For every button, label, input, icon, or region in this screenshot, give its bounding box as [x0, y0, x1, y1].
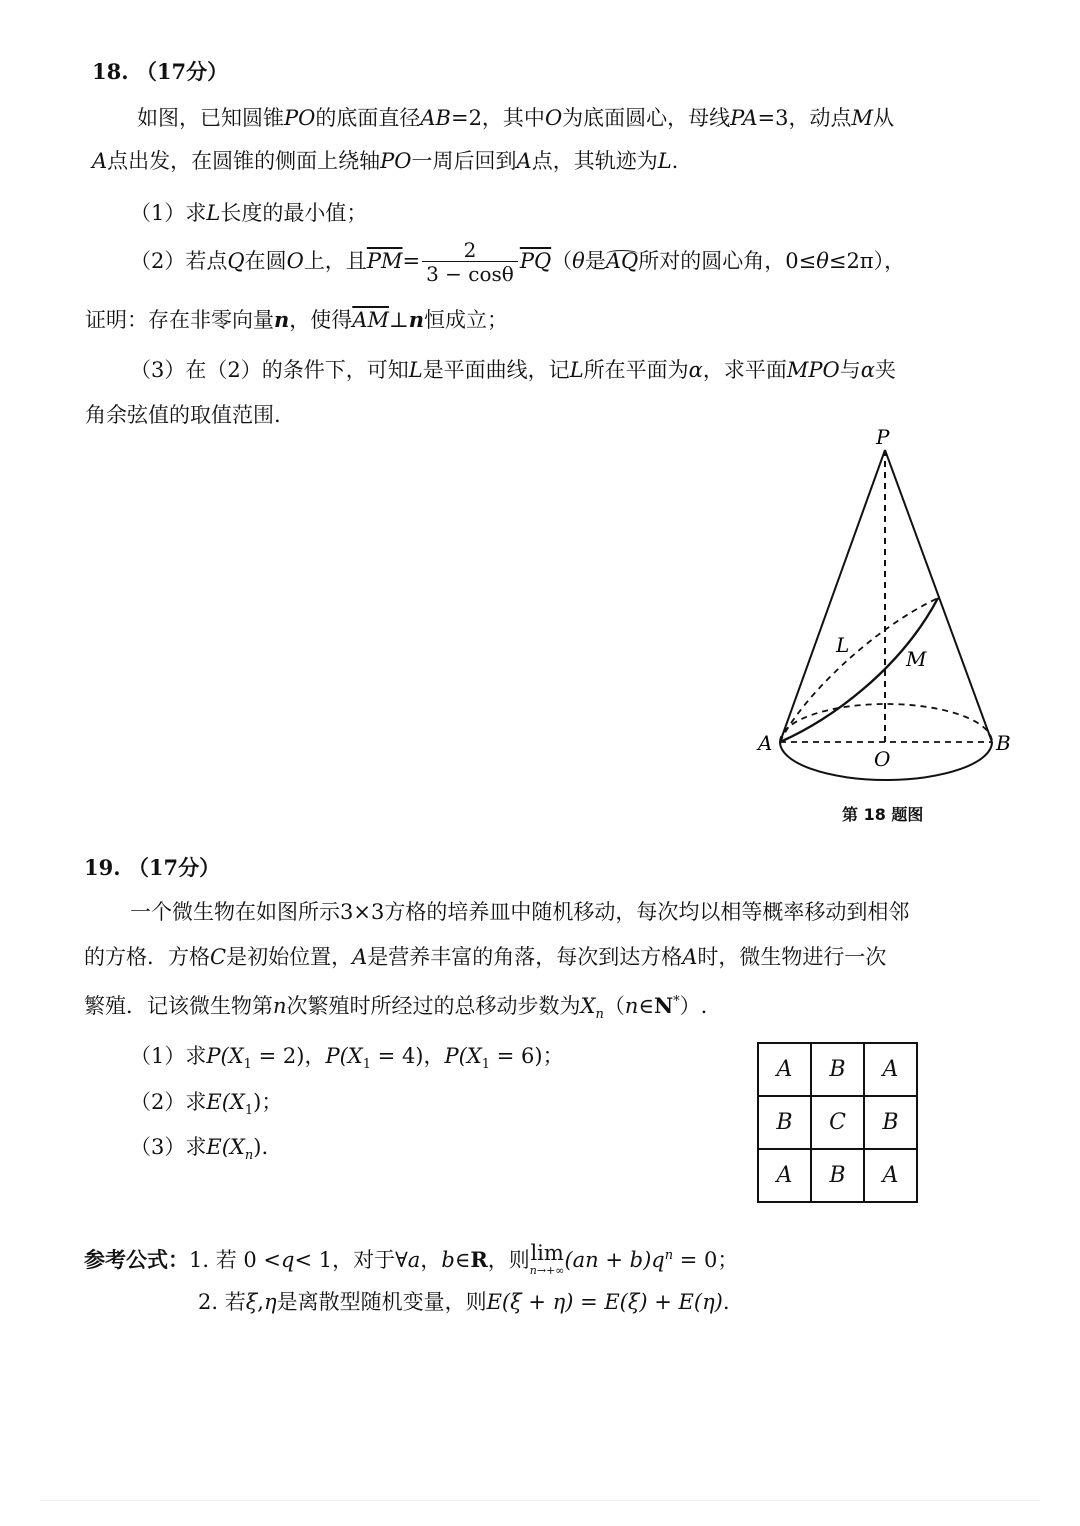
grid-cell: B	[864, 1096, 917, 1149]
q19-part1: （1）求$P(X_1 = 2)$，$P(X_1 = 4)$，$P(X_1 = 6)$；	[130, 1044, 564, 1073]
q19-intro-line3: 繁殖．记该微生物第n次繁殖时所经过的总移动步数为$X_n(n\in N^*)$.	[84, 993, 708, 1023]
reference-formula-1: 参考公式：1. 若 0 <q< 1，对于∀a，b∈R，则 lim n→+∞ $(an + b)q^n = 0$；	[84, 1236, 738, 1280]
label-a: A	[758, 731, 773, 755]
label-p: P	[876, 425, 890, 449]
vector-pm: $\overline{PM}$	[366, 249, 403, 273]
petri-dish-grid	[757, 1042, 918, 1203]
q19-intro-line1: 一个微生物在如图所示3×3方格的培养皿中随机移动，每次均以相等概率移动到相邻	[130, 900, 910, 924]
q19-part3: （3）求$E(X_n)$.	[130, 1135, 269, 1164]
grid-cell: B	[811, 1043, 864, 1096]
label-m: M	[906, 647, 927, 671]
q18-intro-line1: 如图，已知圆锥PO的底面直径AB=2，其中O为底面圆心，母线PA=3，动点M从	[137, 106, 895, 130]
vector-am: $\overline{AM}$	[352, 308, 389, 332]
q18-part2-proof: 证明：存在非零向量n，使得$\overline{AM}\perp n$恒成立；	[85, 307, 508, 332]
reference-label: 参考公式：	[84, 1247, 189, 1272]
label-b: B	[996, 731, 1011, 755]
generatrix-pb	[885, 450, 992, 742]
vector-pq: $\overline{PQ}$	[519, 249, 552, 273]
q18-header: 18. （17分）	[92, 59, 229, 84]
q18-part1: （1）求L长度的最小值；	[130, 201, 368, 225]
page-bottom-rule	[40, 1500, 1040, 1501]
reference-formula-2: 2. 若ξ,η是离散型随机变量，则E(ξ + η) = E(ξ) + E(η).	[198, 1290, 730, 1314]
q19-intro-line2: 的方格．方格C是初始位置，A是营养丰富的角落，每次到达方格A时，微生物进行一次	[84, 945, 887, 969]
generatrix-pa	[780, 450, 885, 742]
q18-part3: （3）在（2）的条件下，可知L是平面曲线，记L所在平面为α，求平面MPO与α夹	[130, 358, 896, 382]
q18-part3-cont: 角余弦值的取值范围.	[85, 403, 281, 427]
grid-cell: B	[758, 1096, 811, 1149]
label-l: L	[836, 633, 850, 657]
limit-operator: lim n→+∞	[529, 1240, 565, 1277]
q18-intro-line2: A点出发，在圆锥的侧面上绕轴PO一周后回到A点，其轨迹为L.	[92, 149, 679, 173]
arc-aq: AQ	[605, 249, 639, 273]
figure-18-caption: 第 18 题图	[842, 805, 924, 824]
grid-cell: A	[864, 1149, 917, 1202]
q19-part2: （2）求$E(X_1)$；	[130, 1090, 283, 1119]
fraction-coefficient: $\frac{2}{3 - \cos\theta}$	[422, 239, 518, 286]
grid-cell: A	[758, 1149, 811, 1202]
q19-header: 19. （17分）	[84, 855, 221, 880]
label-o: O	[874, 747, 891, 771]
cone-figure	[740, 420, 1030, 800]
q18-part2: （2）若点Q在圆O上，且$\overline{PM}=$ $\frac{2}{3 - \cos\theta}$ $\overline{PQ}(\theta$是AQ所对的圆心角，0≤θ≤2π），	[130, 238, 906, 286]
grid-cell: A	[758, 1043, 811, 1096]
grid-cell: A	[864, 1043, 917, 1096]
grid-cell: B	[811, 1149, 864, 1202]
grid-cell: C	[811, 1096, 864, 1149]
